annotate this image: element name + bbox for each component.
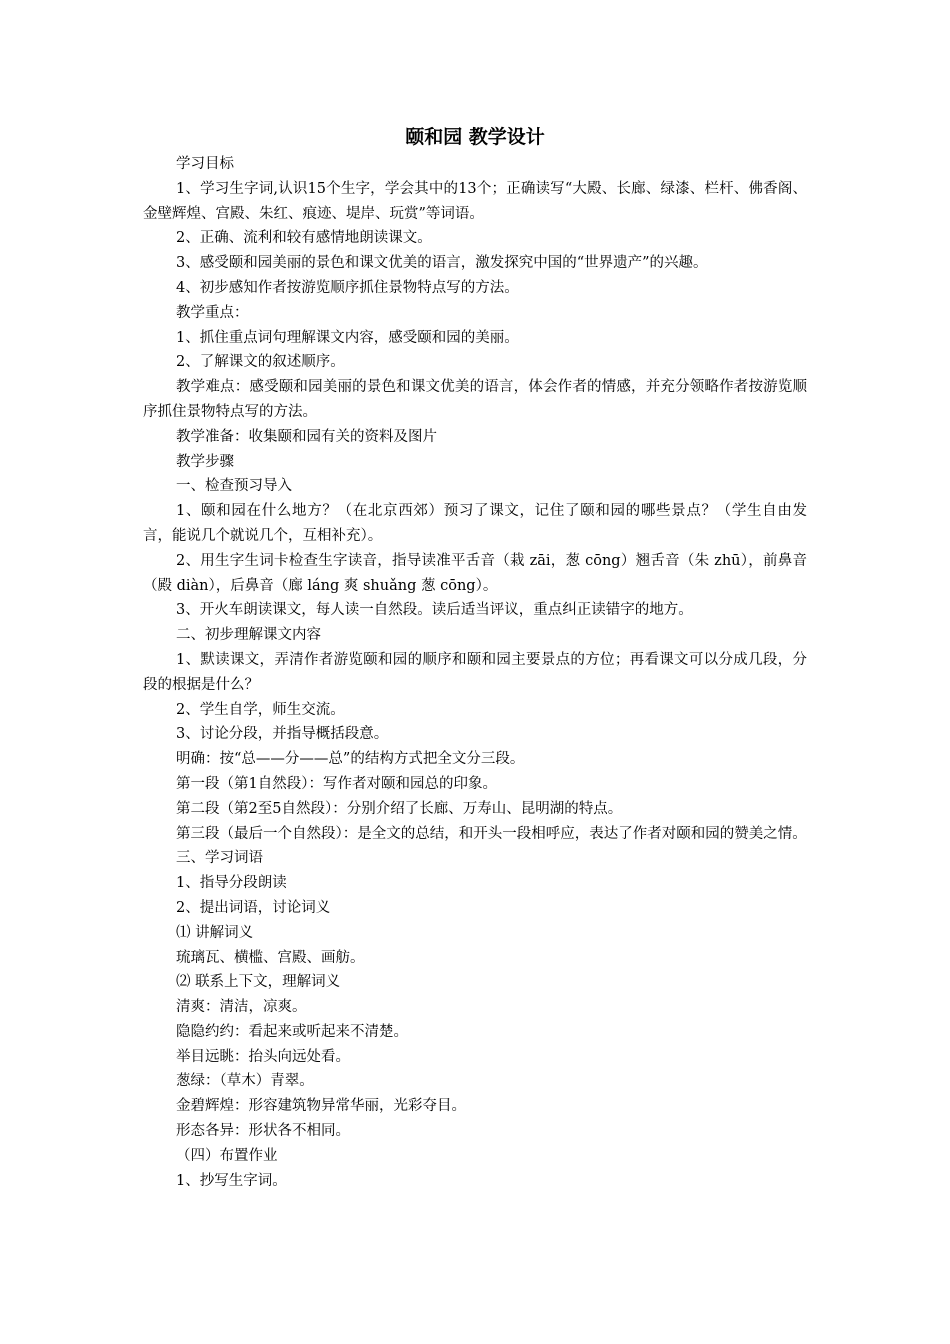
paragraph: 1、学习生字词,认识15个生字，学会其中的13个；正确读写“大殿、长廊、绿漆、栏杆、佛香阁、金壁辉煌、宫殿、朱红、痕迹、堤岸、玩赏”等词语。: [143, 180, 807, 222]
paragraph: 第三段（最后一个自然段）：是全文的总结，和开头一段相呼应，表达了作者对颐和园的赞美之情。: [176, 825, 807, 842]
document-page: [143, 122, 807, 1193]
paragraph: 清爽：清洁，凉爽。: [176, 999, 307, 1016]
paragraph: 一、检查预习导入: [176, 478, 292, 495]
document-body: [143, 152, 807, 1193]
paragraph: 2、提出词语，讨论词义: [176, 899, 331, 916]
paragraph: 4、初步感知作者按游览顺序抓住景物特点写的方法。: [176, 279, 519, 296]
paragraph: 2、了解课文的叙述顺序。: [176, 354, 345, 371]
paragraph: 学习目标: [176, 156, 234, 172]
paragraph: 2、用生字生词卡检查生字读音，指导读准平舌音（栽 zāi，葱 cōng）翘舌音（朱 zhū），前鼻音（殿 diàn），后鼻音（廊 láng 爽 shuǎng 葱 cōng）。: [143, 552, 807, 594]
paragraph: ⑵ 联系上下文，理解词义: [176, 974, 341, 991]
paragraph: 3、感受颐和园美丽的景色和课文优美的语言，激发探究中国的“世界遗产”的兴趣。: [176, 255, 708, 272]
paragraph: 举目远眺：抬头向远处看。: [176, 1048, 350, 1065]
paragraph: 葱绿：（草木）青翠。: [176, 1073, 314, 1090]
paragraph: 形态各异：形状各不相同。: [176, 1123, 350, 1140]
paragraph: 二、初步理解课文内容: [176, 627, 321, 644]
paragraph: 第二段（第2至5自然段）：分别介绍了长廊、万寿山、昆明湖的特点。: [176, 800, 623, 817]
paragraph: 教学步骤: [176, 453, 234, 470]
paragraph: 3、讨论分段，并指导概括段意。: [176, 726, 389, 743]
paragraph: 3、开火车朗读课文，每人读一自然段。读后适当评议，重点纠正读错字的地方。: [176, 602, 693, 619]
paragraph: 第一段（第1自然段）：写作者对颐和园总的印象。: [176, 775, 497, 792]
paragraph: 1、默读课文，弄清作者游览颐和园的顺序和颐和园主要景点的方位；再看课文可以分成几段，分段的根据是什么？: [143, 651, 807, 693]
paragraph: 隐隐约约：看起来或听起来不清楚。: [176, 1023, 408, 1040]
paragraph: 三、学习词语: [176, 850, 263, 867]
paragraph: 教学准备：收集颐和园有关的资料及图片: [176, 428, 437, 445]
paragraph: 1、颐和园在什么地方？（在北京西郊）预习了课文，记住了颐和园的哪些景点？（学生自由发言，能说几个就说几个，互相补充）。: [143, 503, 807, 544]
paragraph: 明确：按“总——分——总”的结构方式把全文分三段。: [176, 751, 525, 768]
paragraph: 教学重点：: [176, 304, 249, 321]
paragraph: 1、抓住重点词句理解课文内容，感受颐和园的美丽。: [176, 329, 519, 346]
paragraph: 教学难点：感受颐和园美丽的景色和课文优美的语言，体会作者的情感，并充分领略作者按游览顺序抓住景物特点写的方法。: [143, 379, 807, 420]
paragraph: ⑴ 讲解词义: [176, 924, 254, 941]
paragraph: （四）布置作业: [176, 1147, 278, 1164]
paragraph: 2、学生自学，师生交流。: [176, 701, 345, 718]
paragraph: 金碧辉煌：形容建筑物异常华丽，光彩夺目。: [176, 1098, 466, 1115]
paragraph: 2、正确、流利和较有感情地朗读课文。: [176, 230, 432, 247]
paragraph: 1、指导分段朗读: [176, 875, 287, 892]
paragraph: 琉璃瓦、横槛、宫殿、画舫。: [176, 949, 365, 966]
document-title: 颐和园 教学设计: [405, 126, 545, 148]
paragraph: 1、抄写生字词。: [176, 1172, 287, 1189]
